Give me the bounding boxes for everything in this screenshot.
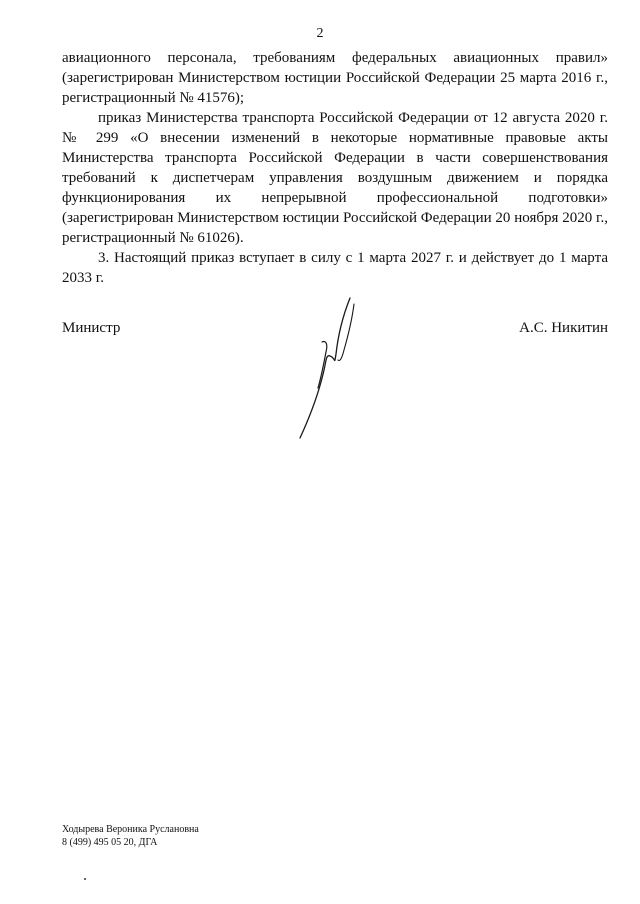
paragraph-transport-order: приказ Министерства транспорта Российской Федерации от 12 августа 2020 г. № 299 «О внесении изменений в некоторые нормативные правовые акты Министерства транспорта Российской Федерации в части совершенствования требований к диспетчерам управления воздушным движением и порядка функционирования их непрерывной профессиональной подготовки» (зарегистрирован Министерством юстиции Российской Федерации 20 ноября 2020 г., регистрационный № 61026). — [62, 110, 608, 246]
executor-name: Ходырева Вероника Руслановна — [62, 824, 199, 835]
executor-info — [62, 823, 199, 849]
handwritten-signature — [292, 296, 372, 446]
document-body — [62, 48, 608, 288]
executor-phone: 8 (499) 495 05 20, ДГА — [62, 837, 158, 848]
signer-position: Министр — [62, 320, 121, 336]
scan-artifact-dot — [84, 878, 86, 880]
paragraph-aviation-personnel: авиационного персонала, требованиям федеральных авиационных правил» (зарегистрирован Министерством юстиции Российской Федерации 25 марта 2016 г., регистрационный № 41576); — [62, 50, 608, 106]
signer-name: А.С. Никитин — [519, 320, 608, 336]
page-number: 2 — [316, 26, 324, 41]
paragraph-effective-date: 3. Настоящий приказ вступает в силу с 1 марта 2027 г. и действует до 1 марта 2033 г. — [62, 250, 608, 286]
